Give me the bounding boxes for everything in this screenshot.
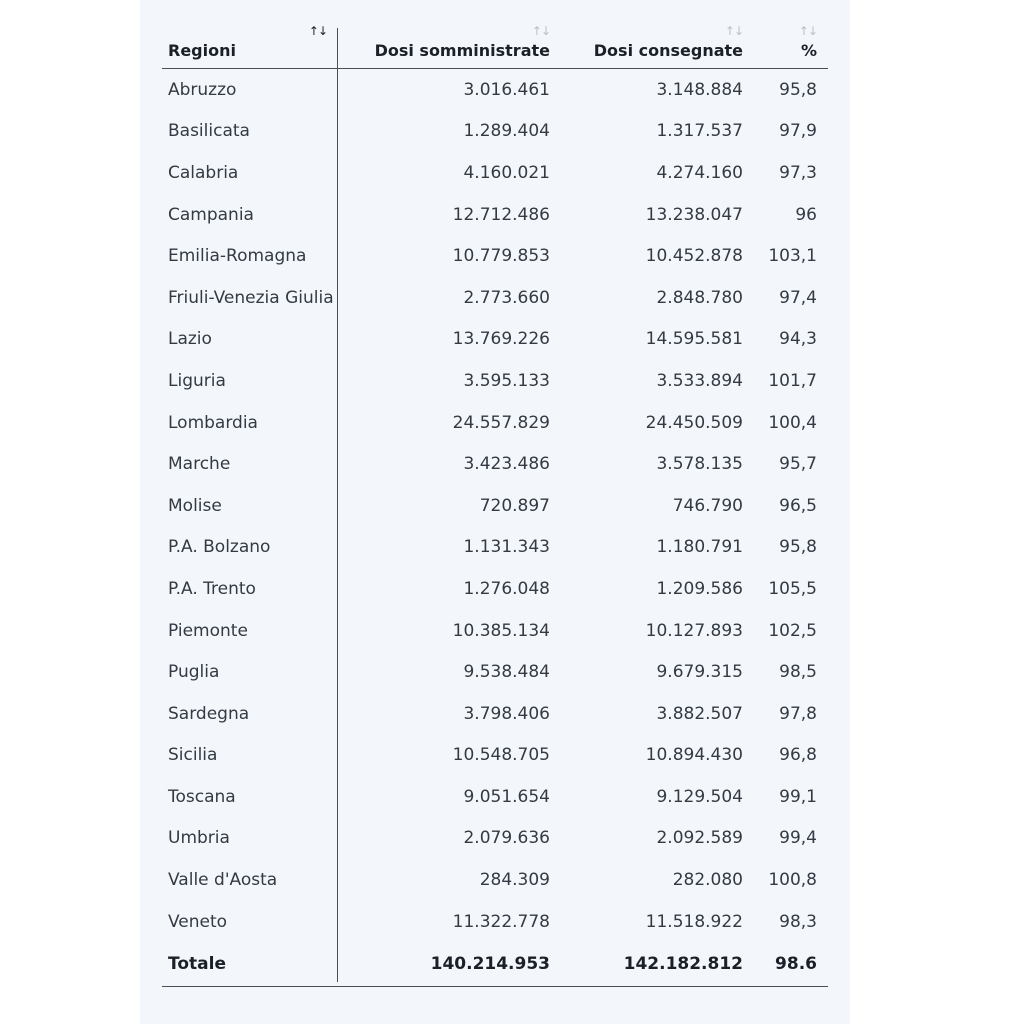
delivered-cell: 13.238.047 <box>645 204 743 225</box>
region-cell: Liguria <box>168 370 226 391</box>
delivered-cell: 11.518.922 <box>645 911 743 932</box>
percent-cell: 97,4 <box>779 287 817 308</box>
percent-cell: 94,3 <box>779 329 817 350</box>
percent-cell: 99,4 <box>779 828 817 849</box>
table-row <box>162 194 828 236</box>
delivered-cell: 10.894.430 <box>645 745 743 766</box>
region-cell: P.A. Bolzano <box>168 537 271 558</box>
percent-cell: 95,8 <box>779 537 817 558</box>
administered-cell: 13.769.226 <box>452 329 550 350</box>
percent-cell: 105,5 <box>768 578 817 599</box>
header-dosi-somministrate-label: Dosi somministrate <box>374 41 550 60</box>
table-row <box>162 776 828 818</box>
administered-cell: 720.897 <box>479 495 550 516</box>
table-row <box>162 859 828 901</box>
header-dosi-consegnate-label: Dosi consegnate <box>593 41 743 60</box>
table-row <box>162 485 828 527</box>
delivered-cell: 2.848.780 <box>656 287 743 308</box>
sort-arrows-icon[interactable]: ↑↓ <box>308 24 327 38</box>
administered-cell: 10.385.134 <box>452 620 550 641</box>
region-cell: Toscana <box>168 786 236 807</box>
region-cell: Lazio <box>168 329 212 350</box>
administered-cell: 9.051.654 <box>463 786 550 807</box>
percent-cell: 95,7 <box>779 454 817 475</box>
administered-cell: 3.798.406 <box>463 703 550 724</box>
region-cell: P.A. Trento <box>168 578 256 599</box>
percent-cell: 98,3 <box>779 911 817 932</box>
region-cell: Molise <box>168 495 222 516</box>
percent-cell: 97,9 <box>779 121 817 142</box>
table-row <box>162 651 828 693</box>
percent-cell: 103,1 <box>768 246 817 267</box>
table-row <box>162 443 828 485</box>
delivered-cell: 10.127.893 <box>645 620 743 641</box>
delivered-cell: 9.679.315 <box>656 662 743 683</box>
delivered-cell: 9.129.504 <box>656 786 743 807</box>
table-row <box>162 111 828 153</box>
administered-cell: 11.322.778 <box>452 911 550 932</box>
percent-cell: 99,1 <box>779 786 817 807</box>
region-cell: Abruzzo <box>168 79 237 100</box>
table-row <box>162 152 828 194</box>
delivered-cell: 4.274.160 <box>656 162 743 183</box>
percent-cell: 100,4 <box>768 412 817 433</box>
region-cell: Valle d'Aosta <box>168 870 278 891</box>
header-dosi-consegnate[interactable] <box>554 18 743 68</box>
table-row <box>162 235 828 277</box>
total-region-cell: Totale <box>168 954 226 975</box>
administered-cell: 2.773.660 <box>463 287 550 308</box>
delivered-cell: 2.092.589 <box>656 828 743 849</box>
administered-cell: 2.079.636 <box>463 828 550 849</box>
percent-cell: 96 <box>795 204 817 225</box>
header-percent[interactable] <box>747 18 817 68</box>
delivered-cell: 24.450.509 <box>645 412 743 433</box>
administered-cell: 10.548.705 <box>452 745 550 766</box>
delivered-cell: 282.080 <box>672 870 743 891</box>
percent-cell: 102,5 <box>768 620 817 641</box>
administered-cell: 284.309 <box>479 870 550 891</box>
total-administered-cell: 140.214.953 <box>430 954 550 975</box>
table-header <box>162 18 828 69</box>
table-row <box>162 527 828 569</box>
administered-cell: 24.557.829 <box>452 412 550 433</box>
administered-cell: 9.538.484 <box>463 662 550 683</box>
table-row <box>162 901 828 943</box>
table-row-total <box>162 942 828 987</box>
table-row <box>162 402 828 444</box>
header-percent-label: % <box>800 41 817 60</box>
delivered-cell: 746.790 <box>672 495 743 516</box>
region-cell: Friuli-Venezia Giulia <box>168 287 334 308</box>
administered-cell: 3.595.133 <box>463 370 550 391</box>
administered-cell: 12.712.486 <box>452 204 550 225</box>
header-dosi-somministrate[interactable] <box>342 18 550 68</box>
sort-arrows-icon[interactable]: ↑↓ <box>531 24 550 38</box>
sort-arrows-icon[interactable]: ↑↓ <box>724 24 743 38</box>
total-percent-cell: 98.6 <box>775 954 817 975</box>
total-delivered-cell: 142.182.812 <box>623 954 743 975</box>
region-cell: Emilia-Romagna <box>168 246 307 267</box>
table-row <box>162 610 828 652</box>
region-cell: Campania <box>168 204 254 225</box>
administered-cell: 3.016.461 <box>463 79 550 100</box>
region-cell: Piemonte <box>168 620 248 641</box>
administered-cell: 1.289.404 <box>463 121 550 142</box>
region-cell: Umbria <box>168 828 230 849</box>
column-divider <box>337 28 338 982</box>
delivered-cell: 3.533.894 <box>656 370 743 391</box>
vaccine-doses-table <box>162 18 828 987</box>
percent-cell: 95,8 <box>779 79 817 100</box>
percent-cell: 96,8 <box>779 745 817 766</box>
table-row <box>162 568 828 610</box>
administered-cell: 10.779.853 <box>452 246 550 267</box>
administered-cell: 4.160.021 <box>463 162 550 183</box>
table-row <box>162 735 828 777</box>
region-cell: Sicilia <box>168 745 218 766</box>
sort-arrows-icon[interactable]: ↑↓ <box>798 24 817 38</box>
administered-cell: 1.131.343 <box>463 537 550 558</box>
table-panel <box>140 0 850 1024</box>
region-cell: Veneto <box>168 911 228 932</box>
delivered-cell: 1.180.791 <box>656 537 743 558</box>
percent-cell: 96,5 <box>779 495 817 516</box>
administered-cell: 1.276.048 <box>463 578 550 599</box>
region-cell: Marche <box>168 454 231 475</box>
region-cell: Lombardia <box>168 412 258 433</box>
header-regioni[interactable] <box>168 18 333 68</box>
region-cell: Basilicata <box>168 121 250 142</box>
header-regioni-label: Regioni <box>168 41 236 60</box>
table-row <box>162 693 828 735</box>
administered-cell: 3.423.486 <box>463 454 550 475</box>
delivered-cell: 3.882.507 <box>656 703 743 724</box>
region-cell: Calabria <box>168 162 239 183</box>
table-row <box>162 319 828 361</box>
delivered-cell: 1.209.586 <box>656 578 743 599</box>
table-row <box>162 818 828 860</box>
table-body <box>162 69 828 942</box>
table-row <box>162 360 828 402</box>
delivered-cell: 10.452.878 <box>645 246 743 267</box>
percent-cell: 98,5 <box>779 662 817 683</box>
percent-cell: 101,7 <box>768 370 817 391</box>
delivered-cell: 3.148.884 <box>656 79 743 100</box>
delivered-cell: 14.595.581 <box>645 329 743 350</box>
region-cell: Sardegna <box>168 703 250 724</box>
region-cell: Puglia <box>168 662 220 683</box>
percent-cell: 100,8 <box>768 870 817 891</box>
percent-cell: 97,8 <box>779 703 817 724</box>
percent-cell: 97,3 <box>779 162 817 183</box>
delivered-cell: 1.317.537 <box>656 121 743 142</box>
table-row <box>162 277 828 319</box>
table-row <box>162 69 828 111</box>
delivered-cell: 3.578.135 <box>656 454 743 475</box>
